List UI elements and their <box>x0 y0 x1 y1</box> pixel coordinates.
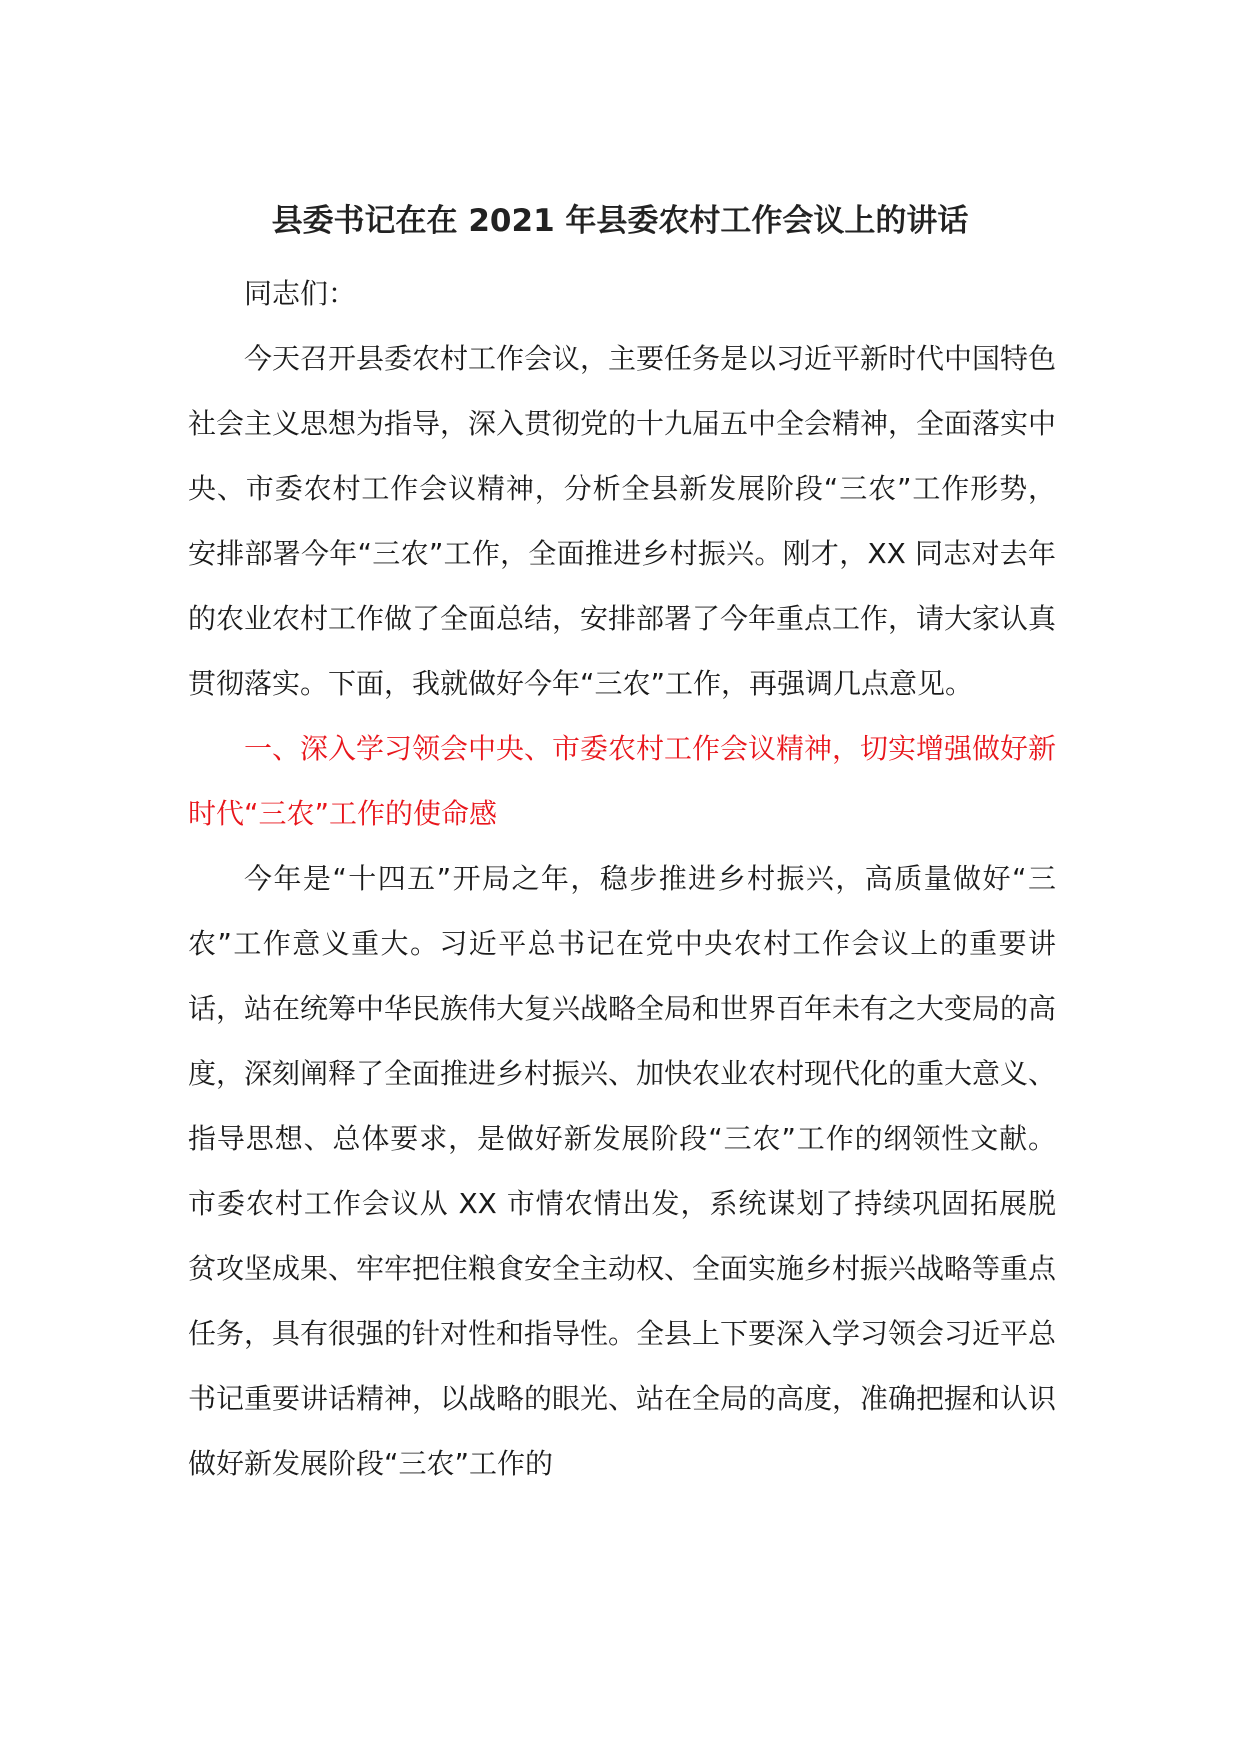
salutation: 同志们： <box>244 277 357 310</box>
document-body <box>188 261 1056 1496</box>
section-heading: 一、深入学习领会中央、市委农村工作会议精神，切实增强做好新时代“三农”工作的使命感 <box>188 732 1057 830</box>
section-paragraph: 今年是“十四五”开局之年，稳步推进乡村振兴，高质量做好“三农”工作意义重大。习近平总书记在党中央农村工作会议上的重要讲话，站在统筹中华民族伟大复兴战略全局和世界百年未有之大变局的高度，深刻阐释了全面推进乡村振兴、加快农业农村现代化的重大意义、指导思想、总体要求，是做好新发展阶段“三农”工作的纲领性文献。市委农村工作会议从 XX 市情农情出发，系统谋划了持续巩固拓展脱贫攻坚成果、牢牢把住粮食安全主动权、全面实施乡村振兴战略等重点任务，具有很强的针对性和指导性。全县上下要深入学习领会习近平总书记重要讲话精神，以战略的眼光、站在全局的高度，准确把握和认识做好新发展阶段“三农”工作的 <box>188 862 1057 1480</box>
intro-paragraph: 今天召开县委农村工作会议，主要任务是以习近平新时代中国特色社会主义思想为指导，深入贯彻党的十九届五中全会精神，全面落实中央、市委农村工作会议精神，分析全县新发展阶段“三农”工作形势，安排部署今年“三农”工作，全面推进乡村振兴。刚才，XX 同志对去年的农业农村工作做了全面总结，安排部署了今年重点工作，请大家认真贯彻落实。下面，我就做好今年“三农”工作，再强调几点意见。 <box>188 342 1057 700</box>
document-title: 县委书记在在 2021 年县委农村工作会议上的讲话 <box>271 203 969 239</box>
